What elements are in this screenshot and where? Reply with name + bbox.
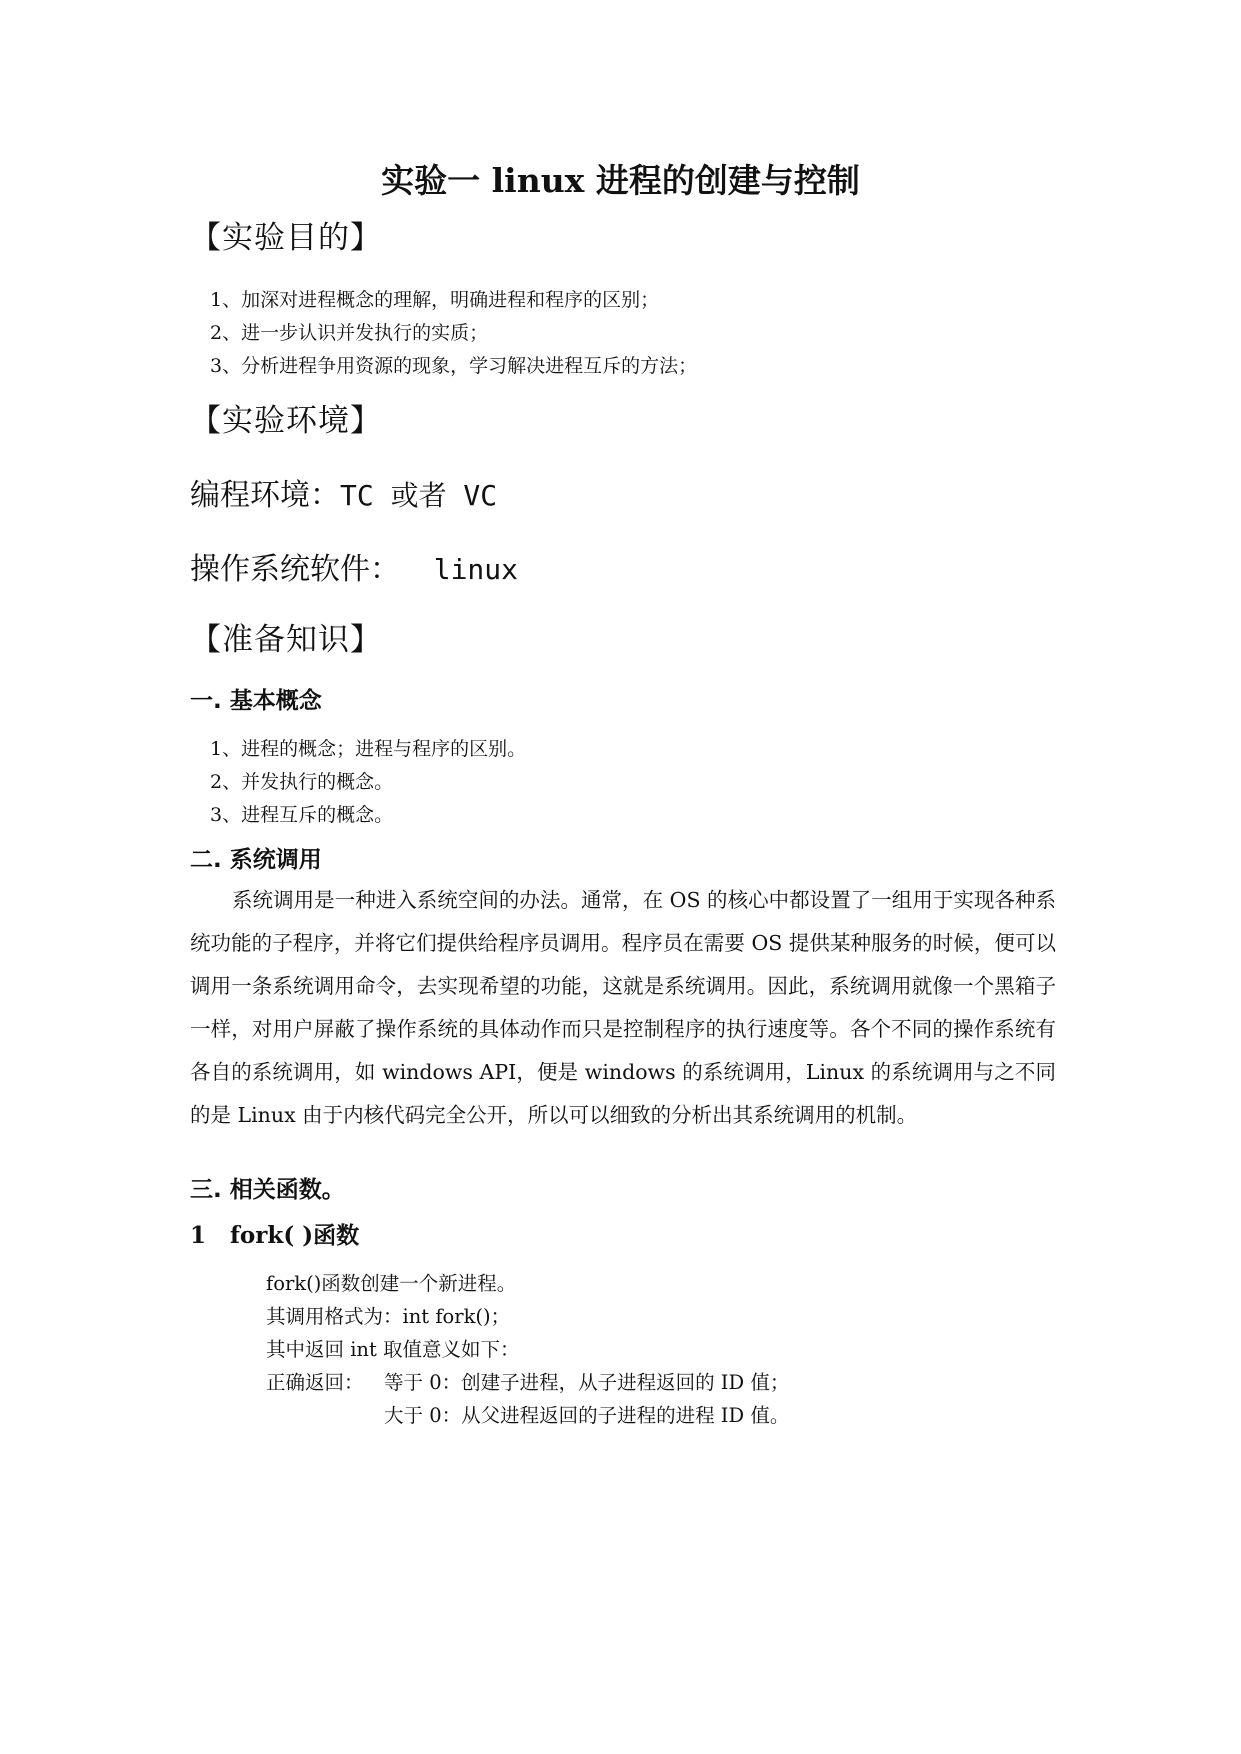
document-title: 实验一 linux 进程的创建与控制	[381, 161, 860, 200]
environment-label: 编程环境：	[190, 478, 340, 513]
concepts-heading: 一. 基本概念	[190, 688, 322, 714]
environment-line-os	[190, 550, 518, 590]
knowledge-heading: 【准备知识】	[190, 622, 382, 658]
concept-item: 3、进程互斥的概念。	[210, 804, 394, 826]
purpose-item: 3、分析进程争用资源的现象，学习解决进程互斥的方法；	[210, 355, 698, 377]
fork-line: 其中返回 int 取值意义如下：	[266, 1338, 520, 1361]
environment-line-programming	[190, 476, 497, 516]
environment-value: TC 或者 VC	[340, 479, 498, 512]
environment-label: 操作系统软件：	[190, 552, 400, 587]
syscall-paragraph	[190, 879, 1056, 1137]
return-label: 正确返回：	[266, 1371, 364, 1394]
return-line: 等于 0：创建子进程，从子进程返回的 ID 值；	[384, 1371, 790, 1394]
concept-item: 1、进程的概念；进程与程序的区别。	[210, 738, 527, 760]
concept-item: 2、并发执行的概念。	[210, 771, 394, 793]
purpose-item: 1、加深对进程概念的理解，明确进程和程序的区别；	[210, 289, 660, 311]
environment-value: linux	[400, 553, 519, 586]
functions-heading: 三. 相关函数。	[190, 1177, 345, 1203]
fork-line: 其调用格式为：int fork()；	[266, 1305, 511, 1328]
syscall-paragraph-text: 系统调用是一种进入系统空间的办法。通常，在 OS 的核心中都设置了一组用于实现各种系统功能的子程序，并将它们提供给程序员调用。程序员在需要 OS 提供某种服务的时候，便可以调用一条系统调用命令，去实现希望的功能，这就是系统调用。因此，系统调用就像一个黑箱子一样，对用户屏蔽了操作系统的具体动作而只是控制程序的执行速度等。各个不同的操作系统有各自的系统调用，如 windows API，便是 windows 的系统调用，Linux 的系统调用与之不同的是 Linux 由于内核代码完全公开，所以可以细致的分析出其系统调用的机制。	[190, 888, 1056, 1127]
purpose-item: 2、进一步认识并发执行的实质；	[210, 322, 489, 344]
purpose-heading: 【实验目的】	[190, 220, 382, 256]
fork-line: fork()函数创建一个新进程。	[266, 1272, 517, 1295]
return-line: 大于 0：从父进程返回的子进程的进程 ID 值。	[384, 1404, 790, 1427]
environment-heading: 【实验环境】	[190, 403, 382, 439]
syscall-heading: 二. 系统调用	[190, 847, 322, 873]
fork-heading: 1 fork( )函数	[190, 1222, 360, 1249]
